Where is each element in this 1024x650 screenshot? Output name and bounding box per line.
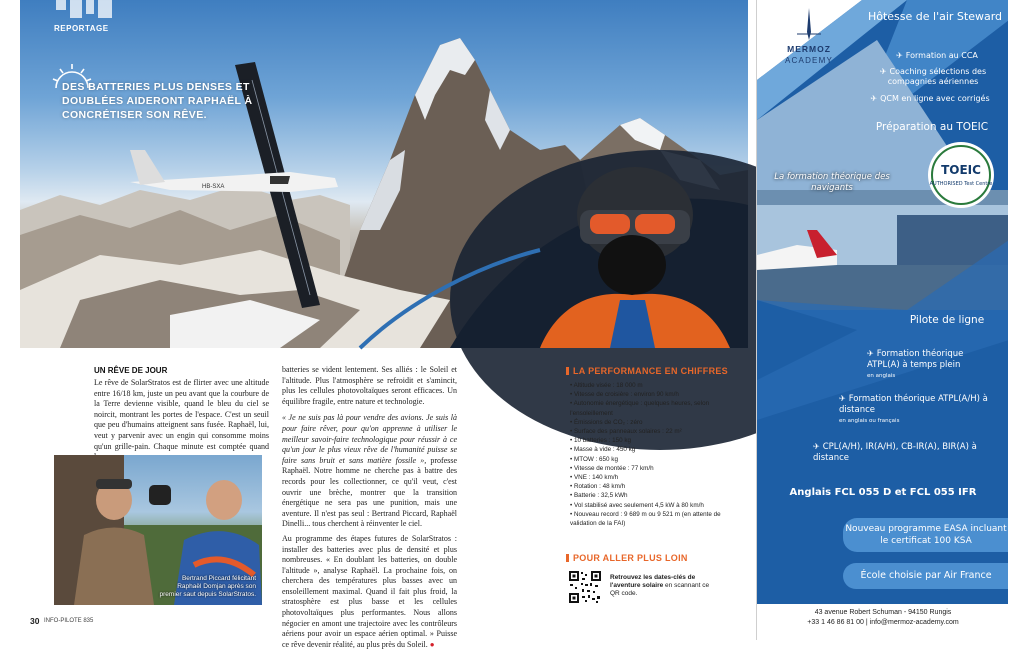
air-france-button[interactable]: École choisie par Air France — [843, 563, 1009, 589]
article-column-1 — [94, 378, 269, 463]
cpl-item — [813, 441, 1003, 464]
hero-pull-quote: DES BATTERIES PLUS DENSES ET DOUBLÉES AIDERONT RAPHAËL À CONCRÉTISER SON RÊVE. — [62, 81, 253, 121]
plane-icon: ✈ — [879, 67, 887, 76]
anglais-fcl-title: Anglais FCL 055 D et FCL 055 IFR — [789, 487, 977, 498]
compass-star-icon — [797, 8, 821, 40]
aircraft-registration: HB-SXA — [202, 184, 225, 190]
cca-item — [869, 51, 1005, 60]
atpl-distance-label: Formation théorique ATPL(A/H) à distance — [839, 394, 988, 415]
mermoz-academy-ad — [756, 0, 1008, 640]
hero-photo — [20, 0, 748, 348]
page-edge — [1008, 0, 1024, 640]
orange-bar-icon — [566, 367, 569, 375]
list-item: • Nouveau record : 9 689 m ou 9 521 m (en attente de validation de la FAI) — [570, 510, 740, 528]
further-title — [566, 553, 688, 563]
end-mark-icon: ● — [429, 639, 435, 649]
article-paragraph: Le rêve de SolarStratos est de flirter avec une altitude entre 16/18 km, juste un peu avant que la courbure de la Terre devienne visible, quand le bleu du ciel se noircit, montrant les portes de l'espace. C'est un seuil que peu d'humains atteignent sans fusée. Raphaël, lui, veut y parvenir avec un engin qui consomme moins qu'un grille-pain. Chaque minute est comptée quand — [94, 378, 269, 451]
list-item: • Émissions de CO₂ : zéro — [570, 418, 740, 427]
list-item: • Batterie : 32,5 kWh — [570, 491, 740, 500]
toeic-badge-sub: AUTHORISED Test Centre — [929, 181, 993, 187]
atpl-fulltime-item — [867, 348, 997, 382]
toeic-badge-label: TOEIC — [941, 163, 981, 177]
list-item: • Altitude visée : 18 000 m — [570, 381, 740, 390]
plane-icon: ✈ — [839, 394, 846, 403]
brand-name: MERMOZ — [787, 44, 831, 54]
list-item: • Surface des panneaux solaires : 22 m² — [570, 427, 740, 436]
list-item: • Masse à vide : 450 kg — [570, 445, 740, 454]
article-paragraph: batteries se vident lentement. Ses alliés : le Soleil et l'altitude. Plus l'atmosphère se refroidit et s'amincit, plus les cellules photovoltaïques seront efficaces. Un équilibre fragile, entre nature et technologie. — [282, 365, 457, 406]
section-label: REPORTAGE — [54, 24, 109, 33]
ad-contact — [757, 608, 1009, 628]
theory-tagline: La formation théorique des navigants — [774, 172, 890, 193]
list-item: • Autonomie énergétique : quelques heures, selon l'ensoleillement — [570, 399, 740, 417]
article-text: professe Raphaël. Notre homme ne cherche pas à battre des records pour les collectionner, ce qu'il veut, c'est ouvrir une brèche, montrer que la transition énergétique ne sera pas une punition, mais une aventure. Il n'est pas seul : Bertrand Piccard, Raphaël Dinelli... tous cherchent à réinventer le ciel. — [282, 455, 458, 529]
performance-list — [570, 381, 740, 528]
section-marker-bars — [56, 0, 126, 18]
mermoz-logo[interactable] — [757, 0, 859, 80]
coaching-item — [859, 67, 1007, 87]
atpl-distance-sub: en anglais ou français — [839, 418, 900, 424]
article-text: Au programme des étapes futures de SolarStratos : installer des batteries avec plus de densité et plus nombreuses. « En doublant les batteries, on double l'altitude », analyse Raphaël. La prochaine fois, on cherchera des températures plus basses avec un ensoleillement maximal. Quand il fait plus froid, la stratosphère est plus basse et les cellules photovoltaïques plus performantes. Nous allons négocier en amont une trajectoire avec les contrôleurs aériens pour avoir un espace aérien optimal. » Puisse ce rêve devenir réalité, au plus près du Soleil. — [282, 533, 457, 649]
photo-caption: Bertrand Piccard félicitant Raphaël Domjan après son premier saut depuis SolarStratos. — [159, 575, 256, 598]
toeic-prep-title: Préparation au TOEIC — [875, 121, 989, 133]
qr-description-text: en scannant ce QR code. — [610, 582, 710, 597]
article-paragraph — [282, 534, 457, 650]
list-item: • MTOW : 650 kg — [570, 455, 740, 464]
article-heading: UN RÊVE DE JOUR — [94, 366, 168, 375]
orange-bar-icon — [566, 554, 569, 562]
brand-subtitle: ACADEMY — [785, 56, 833, 65]
list-item: • Rotation : 48 km/h — [570, 482, 740, 491]
mountain-scene-illustration — [20, 0, 748, 348]
list-item: • Vitesse de montée : 77 km/h — [570, 464, 740, 473]
easa-program-button[interactable]: Nouveau programme EASA incluant le certificat 100 KSA — [843, 518, 1009, 552]
pilote-title: Pilote de ligne — [909, 314, 985, 326]
toeic-badge-icon — [927, 141, 995, 209]
performance-title-text: LA PERFORMANCE EN CHIFFRES — [573, 366, 728, 376]
plane-icon: ✈ — [867, 349, 874, 358]
article-column-2 — [282, 365, 457, 650]
atpl-fulltime-sub: en anglais — [867, 373, 896, 379]
qcm-item — [855, 94, 1005, 103]
plane-icon: ✈ — [896, 51, 903, 60]
cpl-label: CPL(A/H), IR(A/H), CB-IR(A), BIR(A) à distance — [813, 442, 977, 463]
coaching-label: Coaching sélections des compagnies aériennes — [887, 67, 987, 86]
qr-description — [610, 574, 710, 598]
qcm-label: QCM en ligne avec corrigés — [880, 94, 990, 103]
plane-icon: ✈ — [870, 94, 878, 103]
page-number: 30 — [30, 616, 40, 626]
ad-address: 43 avenue Robert Schuman - 94150 Rungis — [814, 609, 952, 616]
further-title-text: POUR ALLER PLUS LOIN — [573, 553, 688, 563]
list-item: • VNE : 140 km/h — [570, 473, 740, 482]
publication-name: INFO-PILOTE 835 — [44, 618, 94, 624]
qr-description-bold: Retrouvez les dates-clés de l'aventure solaire — [610, 574, 696, 589]
list-item: • 10 batteries : 150 kg — [570, 436, 740, 445]
pilots-photo — [54, 455, 262, 605]
plane-icon: ✈ — [813, 442, 820, 451]
hotesse-title: Hôtesse de l'air Steward — [867, 10, 1003, 23]
ad-phone-email[interactable]: +33 1 46 86 81 00 | info@mermoz-academy.com — [807, 619, 959, 626]
ad-panel — [757, 0, 1009, 604]
list-item: • Vol stabilisé avec seulement 4,5 kW à 80 km/h — [570, 501, 740, 510]
ad-background-graphics — [757, 0, 1009, 604]
qr-code-icon[interactable] — [568, 570, 602, 604]
cca-label: Formation au CCA — [905, 51, 978, 60]
article-quote: « Je ne suis pas là pour vendre des avions. Je suis là pour faire rêver, pour qu'on apprenne à utiliser le meilleur savoir-faire technologique pour réussir à ce qu'un jour le plus vieux rêve de l'humanité puisse se faire sans bruit et sans matière fossile », — [282, 413, 457, 465]
performance-title — [566, 366, 728, 376]
atpl-distance-item — [839, 393, 999, 427]
list-item: • Vitesse de croisière : environ 90 km/h — [570, 390, 740, 399]
article-paragraph — [282, 413, 457, 530]
atpl-fulltime-label: Formation théorique ATPL(A) à temps plein — [867, 349, 964, 370]
